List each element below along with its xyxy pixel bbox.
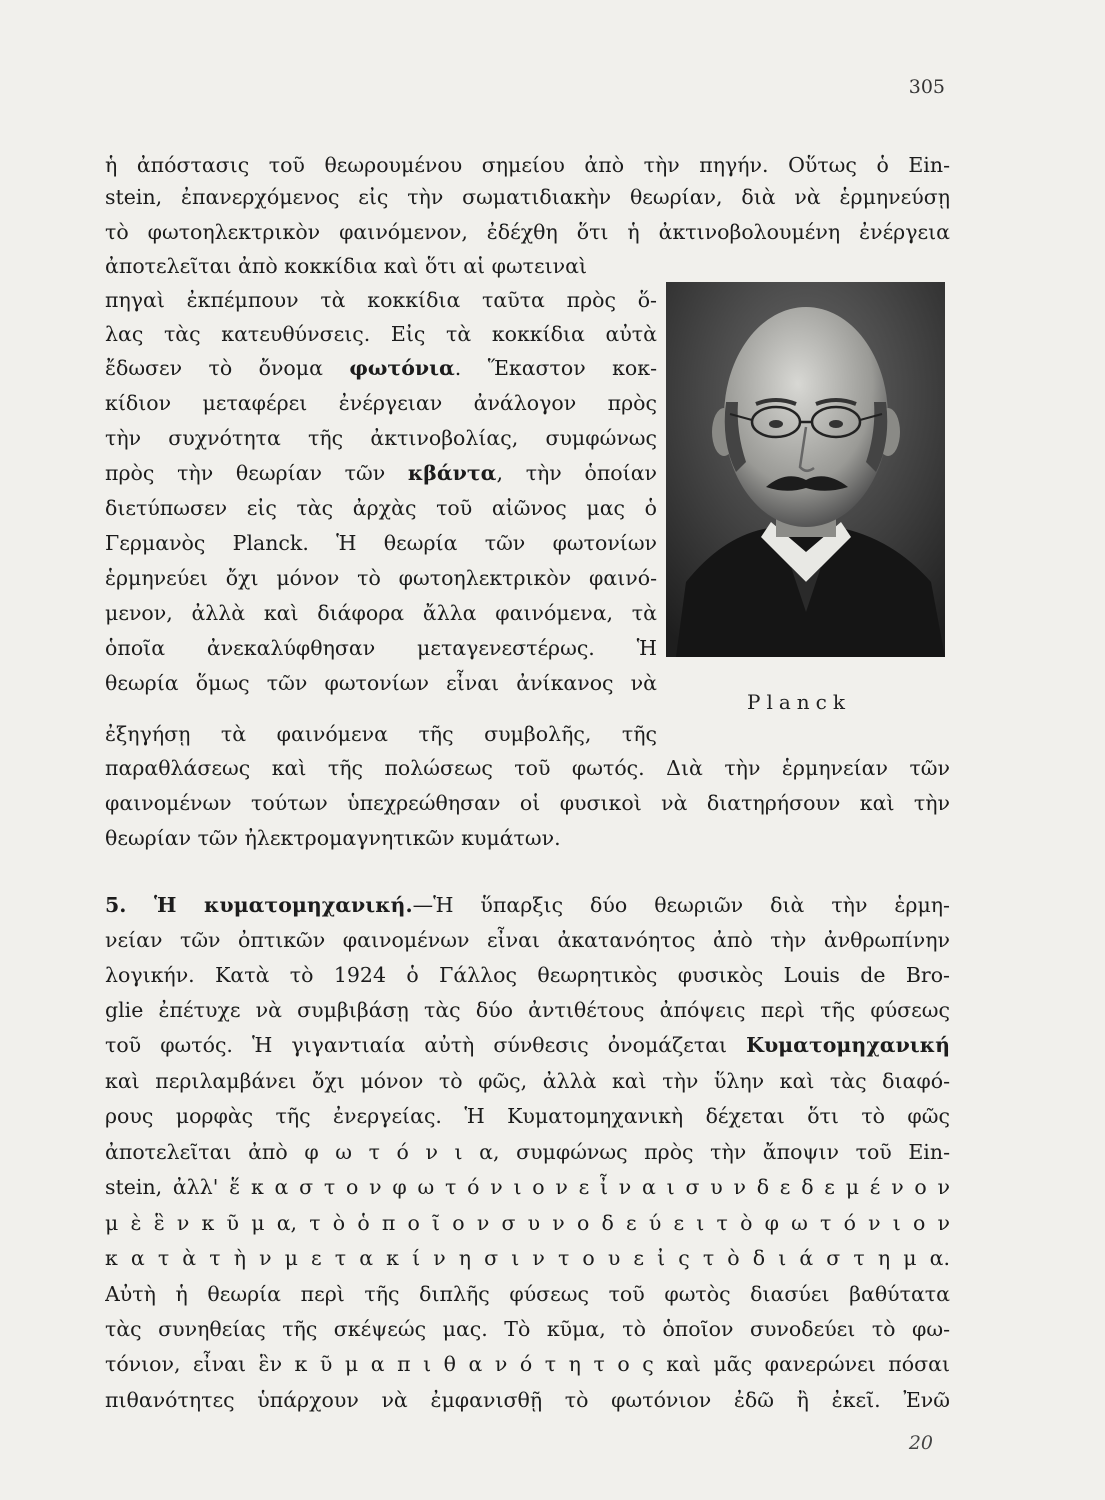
text-line: τὰς συνηθείας τῆς σκέψεώς μας. Τὸ κῦμα, τὸ ὁποῖον συνοδεύει τὸ φω- <box>105 1317 950 1341</box>
text-line: πιθανότητες ὑπάρχουν νὰ ἐμφανισθῇ τὸ φωτόνιον ἐδῶ ἢ ἐκεῖ. Ἐνῶ <box>105 1388 950 1412</box>
text-line: Αὐτὴ ἡ θεωρία περὶ τῆς διπλῆς φύσεως τοῦ φωτὸς διασύει βαθύτατα <box>105 1282 950 1306</box>
text-line: παραθλάσεως καὶ τῆς πολώσεως τοῦ φωτός. Διὰ τὴν ἑρμηνείαν τῶν <box>105 756 950 780</box>
folio-signature: 20 <box>908 1432 933 1454</box>
text-line: λογικήν. Κατὰ τὸ 1924 ὁ Γάλλος θεωρητικὸς φυσικὸς Louis de Bro- <box>105 963 950 987</box>
text-line: ὁποῖα ἀνεκαλύφθησαν μεταγενεστέρως. Ἡ <box>105 636 657 660</box>
text-line: μενον, ἀλλὰ καὶ διάφορα ἄλλα φαινόμενα, τὰ <box>105 601 657 625</box>
text-line: καὶ περιλαμβάνει ὄχι μόνον τὸ φῶς, ἀλλὰ καὶ τὴν ὕλην καὶ τὰς διαφό- <box>105 1069 950 1093</box>
portrait-image <box>666 282 945 657</box>
planck-portrait <box>666 282 945 657</box>
text-line: ἑρμηνεύει ὄχι μόνον τὸ φωτοηλεκτρικὸν φαινό- <box>105 566 657 590</box>
section-heading: 5. Ἡ κυματομηχανική. <box>105 893 413 917</box>
text-line: θεωρία ὅμως τῶν φωτονίων εἶναι ἀνίκανος νὰ <box>105 671 657 695</box>
text-line: κ α τ ὰ τ ὴ ν μ ε τ α κ ί ν η σ ι ν τ ο υ ε ἰ ς τ ὸ δ ι ά σ τ η μ α. <box>105 1246 950 1270</box>
text-line: Γερμανὸς Planck. Ἡ θεωρία τῶν φωτονίων <box>105 531 657 555</box>
text-line: τὴν συχνότητα τῆς ἀκτινοβολίας, συμφώνως <box>105 426 657 450</box>
text-line: ἡ ἀπόστασις τοῦ θεωρουμένου σημείου ἀπὸ τὴν πηγήν. Οὕτως ὁ Ein- <box>105 153 950 177</box>
text-line: λας τὰς κατευθύνσεις. Εἰς τὰ κοκκίδια αὐτὰ <box>105 322 657 346</box>
text-line: μ ὲ ἓ ν κ ῦ μ α, τ ὸ ὁ π ο ῖ ο ν σ υ ν ο δ ε ύ ε ι τ ὸ φ ω τ ό ν ι ο ν <box>105 1211 950 1235</box>
text-line: ἀποτελεῖται ἀπὸ φ ω τ ό ν ι α, συμφώνως πρὸς τὴν ἄποψιν τοῦ Ein- <box>105 1140 950 1164</box>
section-heading-line <box>105 889 950 921</box>
text-line: ρους μορφὰς τῆς ἐνεργείας. Ἡ Κυματομηχανικὴ δέχεται ὅτι τὸ φῶς <box>105 1104 950 1128</box>
text-line: τὸ φωτοηλεκτρικὸν φαινόμενον, ἐδέχθη ὅτι ἡ ἀκτινοβολουμένη ἐνέργεια <box>105 220 950 244</box>
text-line: ἀποτελεῖται ἀπὸ κοκκίδια καὶ ὅτι αἱ φωτειναὶ <box>105 254 588 278</box>
text-line: θεωρίαν τῶν ἠλεκτρομαγνητικῶν κυμάτων. <box>105 826 561 850</box>
text-line: φαινομένων τούτων ὑπεχρεώθησαν οἱ φυσικοὶ νὰ διατηρήσουν καὶ τὴν <box>105 791 950 815</box>
text-line: τόνιον, εἶναι ἓν κ ῦ μ α π ι θ α ν ό τ η τ ο ς καὶ μᾶς φανερώνει πόσαι <box>105 1352 950 1376</box>
portrait-caption: Planck <box>747 690 851 714</box>
text-line: glie ἐπέτυχε νὰ συμβιβάσῃ τὰς δύο ἀντιθέτους ἀπόψεις περὶ τῆς φύσεως <box>105 998 950 1022</box>
text-line: ἔδωσεν τὸ ὄνομα φωτόνια. Ἕκαστον κοκ- <box>105 356 657 380</box>
text-line: κίδιον μεταφέρει ἐνέργειαν ἀνάλογον πρὸς <box>105 391 657 415</box>
text-line: stein, ἐπανερχόμενος εἰς τὴν σωματιδιακὴν θεωρίαν, διὰ νὰ ἑρμηνεύσῃ <box>105 185 950 209</box>
text-line: ἐξηγήσῃ τὰ φαινόμενα τῆς συμβολῆς, τῆς <box>105 722 657 746</box>
text-line: νείαν τῶν ὀπτικῶν φαινομένων εἶναι ἀκατανόητος ἀπὸ τὴν ἀνθρωπίνην <box>105 928 950 952</box>
text-line: stein, ἀλλ' ἕ κ α σ τ ο ν φ ω τ ό ν ι ο ν ε ἶ ν α ι σ υ ν δ ε δ ε μ έ ν ο ν <box>105 1175 950 1199</box>
page-number: 305 <box>908 76 945 98</box>
text-line: πρὸς τὴν θεωρίαν τῶν κβάντα, τὴν ὁποίαν <box>105 461 657 485</box>
text-line: τοῦ φωτός. Ἡ γιγαντιαία αὐτὴ σύνθεσις ὀνομάζεται Κυματομηχανική <box>105 1033 950 1057</box>
text-line: —Ἡ ὕπαρξις δύο θεωριῶν διὰ τὴν ἑρμη- <box>412 893 950 917</box>
text-line: διετύπωσεν εἰς τὰς ἀρχὰς τοῦ αἰῶνος μας ὁ <box>105 496 657 520</box>
text-line: πηγαὶ ἐκπέμπουν τὰ κοκκίδια ταῦτα πρὸς ὅ- <box>105 288 657 312</box>
